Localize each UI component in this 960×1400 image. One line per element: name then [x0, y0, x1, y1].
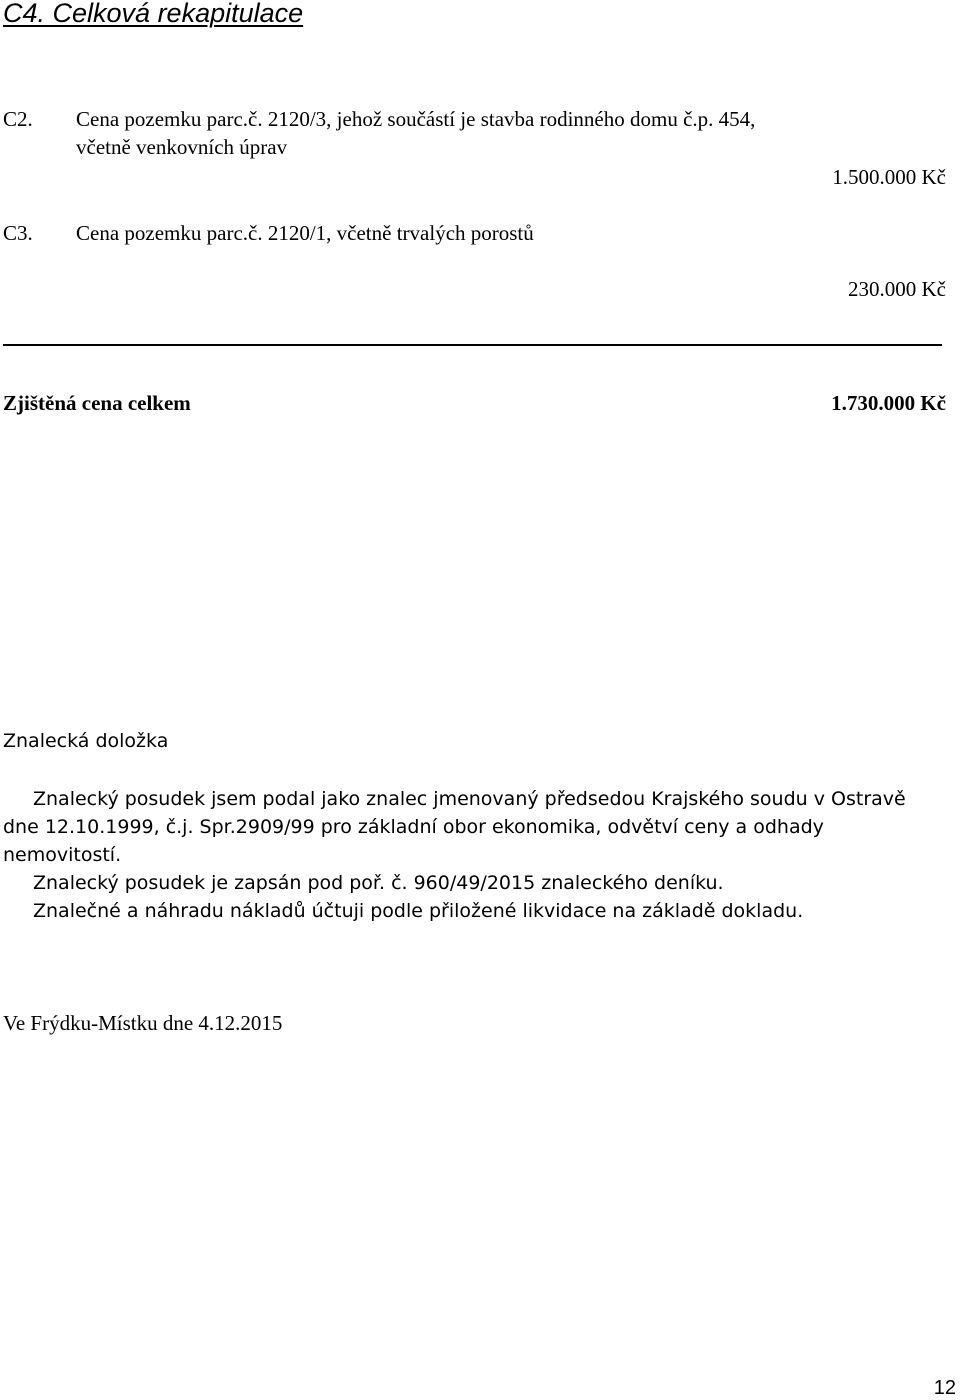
clause-title: Znalecká doložka	[3, 730, 169, 752]
item-number-c3: C3.	[3, 221, 33, 245]
clause-line-5: Znalečné a náhradu nákladů účtuji podle přiložené likvidace na základě dokladu.	[33, 900, 804, 922]
sum-divider	[3, 344, 942, 346]
total-label: Zjištěná cena celkem	[3, 391, 191, 415]
item-number-c2: C2.	[3, 107, 33, 131]
clause-line-1: Znalecký posudek jsem podal jako znalec jmenovaný předsedou Krajského soudu v Ostravě	[33, 788, 906, 810]
clause-line-3: nemovitostí.	[3, 844, 122, 866]
item-description-c2-line1: Cena pozemku parc.č. 2120/3, jehož součástí je stavba rodinného domu č.p. 454,	[76, 107, 756, 131]
place-date: Ve Frýdku-Místku dne 4.12.2015	[3, 1011, 283, 1035]
item-amount-c3: 230.000 Kč	[848, 277, 946, 301]
section-heading: C4. Celková rekapitulace	[3, 0, 304, 28]
page-number: 12	[933, 1377, 956, 1399]
item-description-c3-line1: Cena pozemku parc.č. 2120/1, včetně trvalých porostů	[76, 221, 534, 245]
item-amount-c2: 1.500.000 Kč	[832, 165, 946, 189]
clause-line-4: Znalecký posudek je zapsán pod poř. č. 960/49/2015 znaleckého deníku.	[33, 872, 724, 894]
clause-line-2: dne 12.10.1999, č.j. Spr.2909/99 pro základní obor ekonomika, odvětví ceny a odhady	[3, 816, 824, 838]
item-description-c2-line2: včetně venkovních úprav	[76, 135, 288, 159]
total-amount: 1.730.000 Kč	[831, 391, 946, 415]
